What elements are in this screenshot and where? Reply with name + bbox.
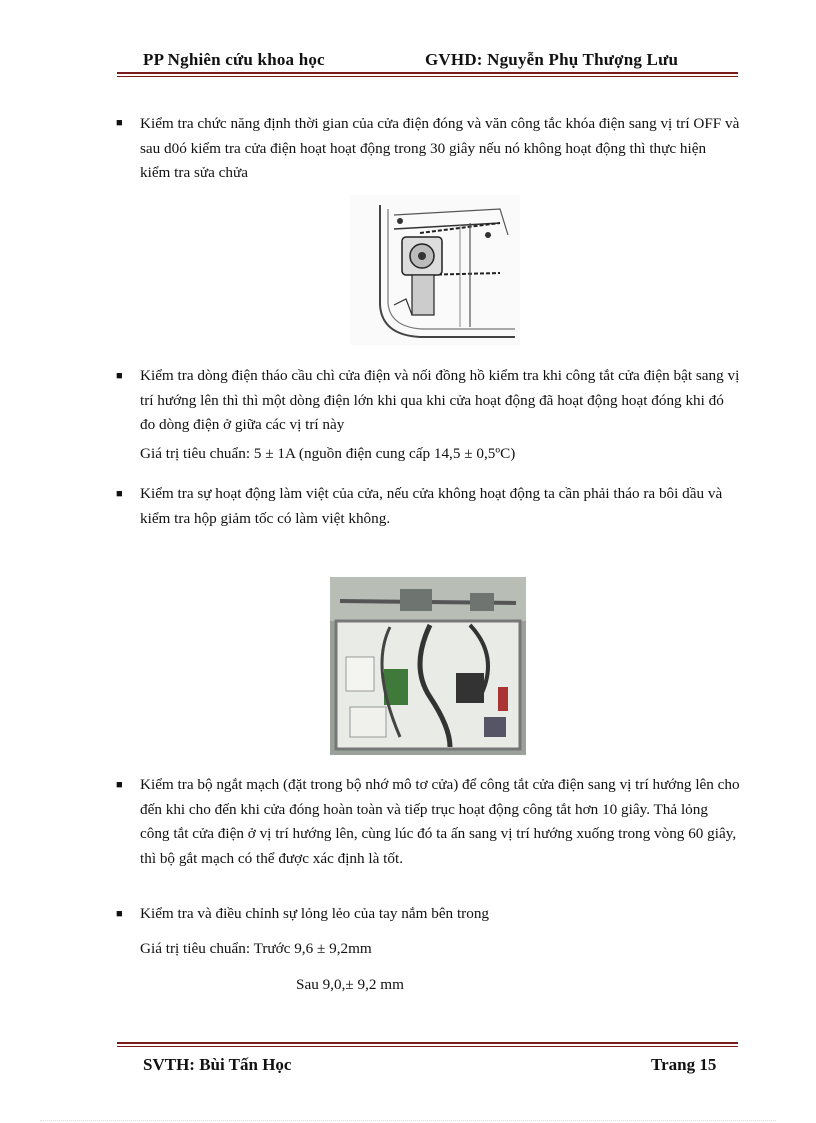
bullet-icon: ■ xyxy=(116,908,123,920)
footer-rule-thin xyxy=(117,1046,738,1047)
standard-current-value: Giá trị tiêu chuẩn: 5 ± 1A (nguồn điện cung cấp 14,5 ± 0,5ºC) xyxy=(140,445,516,462)
standard-play-front: Giá trị tiêu chuẩn: Trước 9,6 ± 9,2mm xyxy=(140,940,372,957)
bullet-icon: ■ xyxy=(116,370,123,382)
motor-test-box-photo xyxy=(330,577,526,755)
header-rule-thin xyxy=(117,76,738,77)
paragraph-timer-check: Kiểm tra chức năng định thời gian của cửa điện đóng và văn công tắc khóa điện sang vị trí OFF và sau d0ó kiểm tra cửa điện hoạt hoạt động trong 30 giây nếu nó không hoạt động thì thực hiện kiểm tra sửa chửa xyxy=(140,115,740,182)
paragraph-current-check: Kiểm tra dòng điện tháo cầu chì cửa điện và nối đồng hồ kiểm tra khi công tắt cửa điện bật sang vị trí hướng lên thì thì một dòng điện lớn khi qua khi cửa hoạt động đã hoạt động hoạt đóng khi đó đo dòng điện ở giữa các vị trí này xyxy=(140,367,740,434)
header-rule xyxy=(117,72,738,74)
footer-rule xyxy=(117,1042,738,1044)
header-subject: PP Nghiên cứu khoa học xyxy=(143,50,325,69)
window-regulator-figure xyxy=(350,195,520,345)
bullet-icon: ■ xyxy=(116,779,123,791)
paragraph-operation-check: Kiểm tra sự hoạt động làm việt của cửa, nếu cửa không hoạt động ta cần phải tháo ra bôi dầu và kiểm tra hộp giảm tốc có làm việt không. xyxy=(140,485,723,527)
header-advisor: GVHD: Nguyễn Phụ Thượng Lưu xyxy=(425,50,679,69)
bullet-icon: ■ xyxy=(116,117,123,129)
page-edge xyxy=(40,1120,776,1121)
bullet-icon: ■ xyxy=(116,488,123,500)
standard-play-rear: Sau 9,0,± 9,2 mm xyxy=(296,976,404,993)
footer-student: SVTH: Bùi Tấn Học xyxy=(143,1055,292,1074)
footer-page-number: Trang 15 xyxy=(651,1055,717,1074)
paragraph-breaker-check: Kiểm tra bộ ngắt mạch (đặt trong bộ nhớ mô tơ cửa) để công tắt cửa điện sang vị trí hướng lên cho đến khi cho đến khi cửa đóng hoàn toàn và tiếp trục hoạt động công tắt hơn 10 giây. Thả lỏng công tắt cửa điện ở vị trí hướng lên, cùng lúc đó ta ấn sang vị trí hướng xuống trong vòng 60 giây, thì bộ gắt mạch có thể được xác định là tốt. xyxy=(140,776,740,867)
paragraph-handle-play-check: Kiểm tra và điều chỉnh sự lỏng lẻo của tay nắm bên trong xyxy=(140,905,490,922)
